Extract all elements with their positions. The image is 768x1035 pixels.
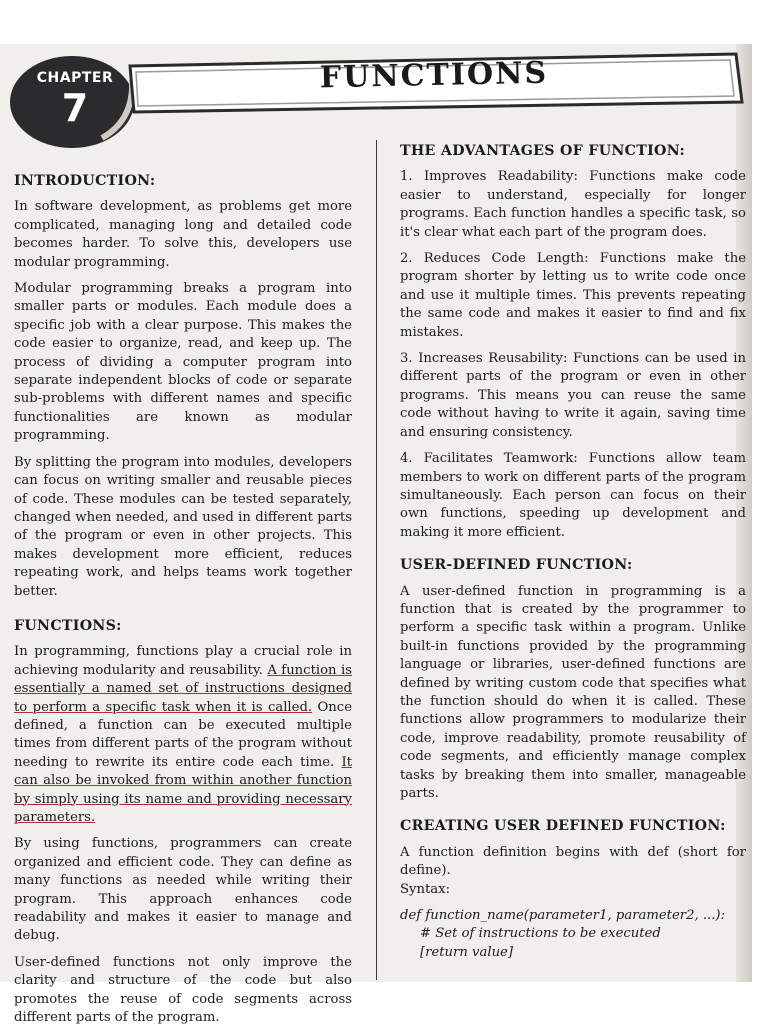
book-page (0, 44, 752, 1026)
code-line-1: def function_name(parameter1, parameter2, ...): (400, 908, 726, 924)
functions-paragraph-1 (14, 643, 352, 827)
introduction-paragraph-3: By splitting the program into modules, developers can focus on writing smaller and reusable pieces of code. These modules can be tested separately, changed when needed, and used in different parts of the program or even in other projects. This makes development more efficient, reduces repeating work, and helps teams work together better. (14, 454, 352, 599)
functions-text-a: In programming, functions play a crucial role in achieving modularity and reusability. (14, 644, 352, 678)
functions-heading: FUNCTIONS: (14, 617, 122, 634)
advantage-item-3: 3. Increases Reusability: Functions can be used in different parts of the program or even in other programs. This means you can reuse the same code without having to write it again, saving time and ensuring consistency. (400, 351, 746, 440)
creating-paragraph: A function definition begins with def (short for define). (400, 844, 746, 879)
advantage-item-2: 2. Reduces Code Length: Functions make the program shorter by letting us to write code once and use it multiple times. This prevents repeating the same code and makes it easier to find and fix mistakes. (400, 251, 746, 340)
functions-paragraph-3: User-defined functions not only improve the clarity and structure of the code but also promotes the reuse of code segments across different parts of the program. (14, 954, 352, 1026)
functions-text-c: Once defined, a function can be executed multiple times from different parts of the program without needing to rewrite its entire code each time. (14, 699, 352, 770)
functions-underlined-definition: A function is essentially a named set of instructions designed to perform a specific task when it is called. (14, 662, 352, 715)
advantage-item-4: 4. Facilitates Teamwork: Functions allow team members to work on different parts of the program simultaneously. Each person can focus on their own functions, speeding up development and making it more efficient. (400, 451, 746, 540)
user-defined-heading: USER-DEFINED FUNCTION: (400, 557, 633, 574)
chapter-number: 7 (61, 86, 89, 130)
code-line-3: [return value] (420, 944, 514, 960)
introduction-paragraph-1: In software development, as problems get more complicated, managing long and detailed code becomes harder. To solve this, developers use modular programming. (14, 199, 352, 270)
syntax-label: Syntax: (400, 881, 451, 897)
right-column (400, 132, 746, 962)
creating-heading: CREATING USER DEFINED FUNCTION: (400, 818, 726, 835)
column-divider (376, 140, 377, 980)
left-column (14, 162, 352, 1035)
chapter-label: CHAPTER (36, 70, 114, 86)
functions-underlined-invocation: It can also be invoked from within another function by simply using its name and providing necessary parameters. (14, 754, 352, 825)
code-line-2: # Set of instructions to be executed (420, 926, 661, 942)
title-banner (124, 54, 744, 116)
advantages-heading: THE ADVANTAGES OF FUNCTION: (400, 143, 685, 159)
syntax-code-block (400, 907, 746, 962)
advantage-item-1: 1. Improves Readability: Functions make code easier to understand, especially for longer programs. Each function handles a specific task, so it's clear what each part of the program does. (400, 169, 746, 240)
introduction-paragraph-2: Modular programming breaks a program into smaller parts or modules. Each module does a specific job with a clear purpose. This makes the code easier to organize, read, and keep up. The process of dividing a computer program into separate independent blocks of code or separate sub-problems with different names and specific functionalities are known as modular programming. (14, 281, 352, 444)
user-defined-paragraph: A user-defined function in programming is a function that is created by the programmer to perform a specific task within a program. Unlike built-in functions provided by the programming language or libraries, user-defined functions are defined by writing custom code that specifies what the function should do when it is called. These functions allow programmers to modularize their code, improve readability, promote reusability of code segments, and efficiently manage complex tasks by breaking them into smaller, manageable parts. (400, 583, 746, 801)
page-title: FUNCTIONS (319, 55, 549, 96)
chapter-badge (6, 50, 136, 150)
introduction-heading: INTRODUCTION: (14, 173, 156, 189)
functions-paragraph-2: By using functions, programmers can create organized and efficient code. They can define as many functions as needed while writing their program. This approach enhances code readability and makes it easier to manage and debug. (14, 836, 352, 944)
